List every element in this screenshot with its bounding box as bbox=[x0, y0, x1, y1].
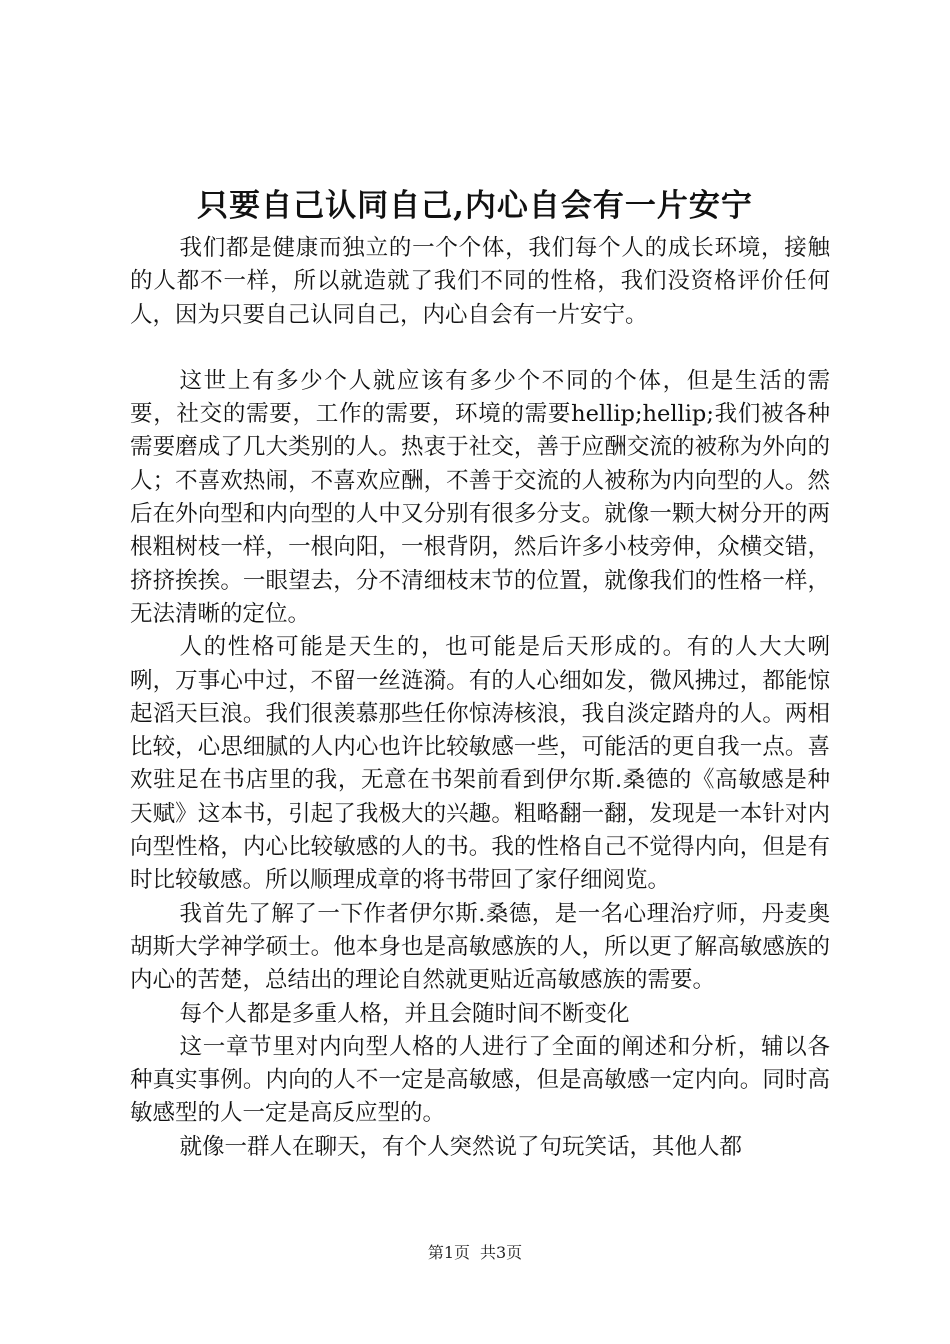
document-body bbox=[130, 232, 830, 1164]
section-heading: 每个人都是多重人格，并且会随时间不断变化 bbox=[179, 1000, 630, 1027]
paragraph-chapter-summary: 这一章节里对内向型人格的人进行了全面的阐述和分析，辅以各种真实事例。内向的人不一定是高敏感，但是高敏感一定内向。同时高敏感型的人一定是高反应型的。 bbox=[130, 1033, 830, 1127]
paragraph-about-author: 我首先了解了一下作者伊尔斯.桑德，是一名心理治疗师，丹麦奥胡斯大学神学硕士。他本身也是高敏感族的人，所以更了解高敏感族的内心的苦楚，总结出的理论自然就更贴近高敏感族的需要。 bbox=[130, 900, 830, 994]
paragraph-nature-of-personality: 人的性格可能是天生的，也可能是后天形成的。有的人大大咧咧，万事心中过，不留一丝涟漪。有的人心细如发，微风拂过，都能惊起滔天巨浪。我们很羡慕那些任你惊涛核浪，我自淡定踏舟的人。两相比较，心思细腻的人内心也许比较敏感一些，可能活的更自我一点。喜欢驻足在书店里的我，无意在书架前看到伊尔斯.桑德的《高敏感是种天赋》这本书，引起了我极大的兴趣。粗略翻一翻，发现是一本针对内向型性格，内心比较敏感的人的书。我的性格自己不觉得内向，但是有时比较敏感。所以顺理成章的将书带回了家仔细阅览。 bbox=[130, 634, 830, 894]
paragraph-intro: 我们都是健康而独立的一个个体，我们每个人的成长环境，接触的人都不一样，所以就造就了我们不同的性格，我们没资格评价任何人，因为只要自己认同自己，内心自会有一片安宁。 bbox=[130, 235, 830, 328]
page-footer bbox=[0, 1242, 950, 1264]
paragraph-personality-types: 这世上有多少个人就应该有多少个不同的个体，但是生活的需要，社交的需要，工作的需要，环境的需要hellip;hellip;我们被各种需要磨成了几大类别的人。热衷于社交，善于应酬交流的被称为外向的人；不喜欢热闹，不喜欢应酬，不善于交流的人被称为内向型的人。然后在外向型和内向型的人中又分别有很多分支。就像一颗大树分开的两根粗树枝一样，一根向阳，一根背阴，然后许多小枝旁伸，众横交错，挤挤挨挨。一眼望去，分不清细枝末节的位置，就像我们的性格一样，无法清晰的定位。 bbox=[130, 367, 830, 627]
page-number: 第1页 bbox=[427, 1243, 470, 1262]
document-title: 只要自己认同自己,内心自会有一片安宁 bbox=[197, 188, 753, 224]
paragraph-example: 就像一群人在聊天，有个人突然说了句玩笑话，其他人都 bbox=[179, 1133, 743, 1160]
page-total: 共3页 bbox=[480, 1243, 523, 1262]
